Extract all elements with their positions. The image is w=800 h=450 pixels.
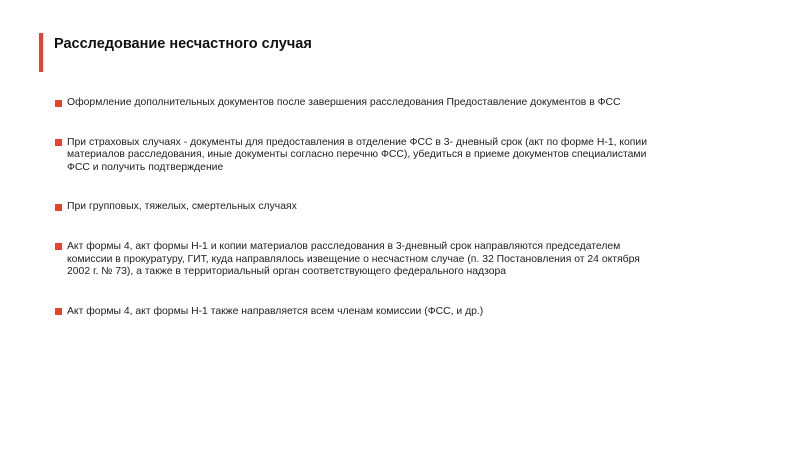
slide-title: Расследование несчастного случая (54, 36, 312, 52)
bullet-item (55, 241, 665, 279)
bullet-item (55, 97, 665, 110)
bullet-list (55, 97, 665, 318)
bullet-item (55, 201, 665, 214)
bullet-item (55, 306, 665, 319)
bullet-text: Акт формы 4, акт формы Н-1 и копии материалов расследования в 3-дневный срок направляются председателем комиссии в прокуратуру, ГИТ, куда направлялось извещение о несчастном случае (п. 32 Постановления от 24 октября 2002 г. № 73), а также в территориальный орган соответствующего федерального надзора (67, 240, 640, 278)
bullet-text: При страховых случаях - документы для предоставления в отделение ФСС в 3- дневный срок (акт по форме Н-1, копии материалов расследования, иные документы согласно перечню ФСС), убедиться в приеме документов специалистами ФСС и получить подтверждение (67, 136, 648, 173)
bullet-text: Акт формы 4, акт формы Н-1 также направляется всем членам комиссии (ФСС, и др.) (67, 305, 484, 317)
square-bullet-icon (55, 100, 62, 107)
square-bullet-icon (55, 139, 62, 146)
bullet-text: Оформление дополнительных документов после завершения расследования Предоставление документов в ФСС (67, 97, 621, 108)
square-bullet-icon (55, 204, 62, 211)
bullet-item (55, 137, 665, 175)
title-accent-bar (39, 33, 43, 72)
bullet-text: При групповых, тяжелых, смертельных случаях (67, 201, 297, 213)
square-bullet-icon (55, 308, 62, 315)
square-bullet-icon (55, 243, 62, 250)
